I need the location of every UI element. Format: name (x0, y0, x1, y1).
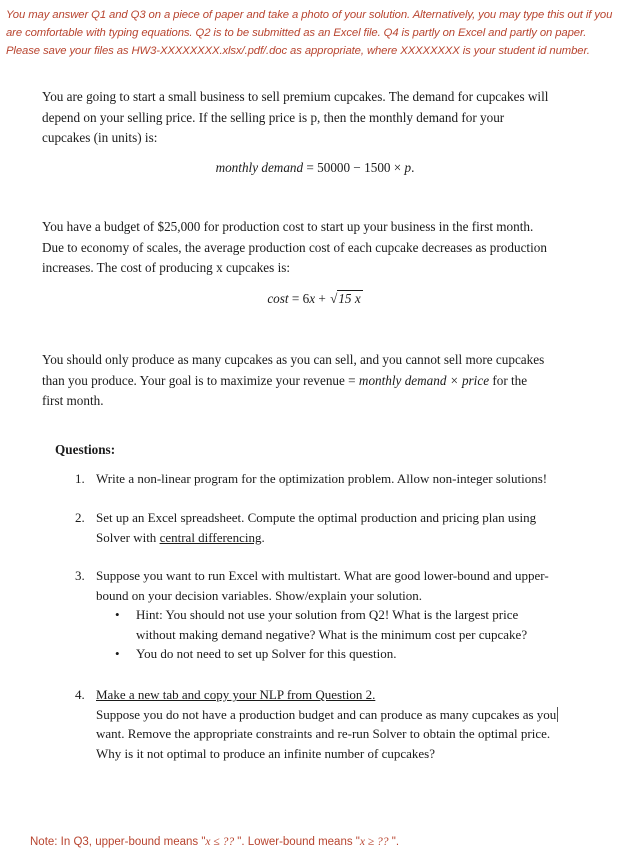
text-cursor (557, 707, 558, 722)
cost-eq-mid: = 6 (288, 291, 310, 306)
question-1 (75, 469, 595, 489)
question-3-solver-bullet (115, 644, 595, 664)
goal-line-2-c: for the (489, 372, 528, 388)
intro-line-2: depend on your selling price. If the selling price is p, then the monthly demand for your (42, 109, 505, 125)
central-differencing-text: central differencing (159, 529, 262, 545)
radicand: 15 x (338, 291, 361, 306)
goal-line-2-a: than you produce. Your goal is to maximize your revenue = (42, 372, 359, 388)
note-middle: ". Lower-bound means " (234, 836, 360, 848)
question-3 (75, 566, 595, 664)
cost-eq-plus: + (315, 291, 330, 306)
question-3-line-2: bound on your decision variables. Show/explain your solution. (96, 587, 423, 603)
question-3-line-1: Suppose you want to run Excel with multistart. What are good lower-bound and upper- (96, 568, 549, 583)
goal-paragraph (42, 350, 602, 412)
question-2-line-1: Set up an Excel spreadsheet. Compute the optimal production and pricing plan using (96, 510, 537, 525)
goal-line-2 (42, 371, 602, 392)
instructions-line-1: You may answer Q1 and Q3 on a piece of paper and take a photo of your solution. Alternatively, you may type this out if you (6, 9, 613, 21)
question-2-line-2 (96, 528, 595, 548)
hint-line-1: Hint: You should not use your solution from Q2! What is the largest price (136, 607, 519, 622)
budget-line-2: Due to economy of scales, the average production cost of each cupcake decreases as production (42, 239, 547, 255)
instructions-block (6, 6, 628, 60)
question-2 (75, 508, 595, 547)
bullet-icon: • (115, 607, 120, 622)
solver-note-line: You do not need to set up Solver for this question. (136, 646, 397, 661)
intro-line-3: cupcakes (in units) is: (42, 130, 158, 145)
demand-eq-var: p (404, 160, 412, 175)
bullet-icon: • (115, 646, 120, 661)
intro-line-1: You are going to start a small business to sell premium cupcakes. The demand for cupcakes will (42, 89, 549, 104)
question-3-hint-bullet (115, 605, 595, 644)
question-2-number: 2. (75, 510, 85, 525)
question-4-line-2 (96, 705, 595, 725)
question-1-line-1: Write a non-linear program for the optimization problem. Allow non-integer solutions! (96, 471, 548, 486)
question-4 (75, 685, 595, 763)
instructions-line-3: Please save your files as HW3-XXXXXXXX.xlsx/.pdf/.doc as appropriate, where XXXXXXXX is your student id number. (6, 45, 590, 57)
intro-paragraph (42, 87, 602, 149)
bottom-note (30, 836, 399, 848)
note-suffix: ". (388, 836, 400, 848)
question-1-number: 1. (75, 471, 85, 486)
budget-paragraph (42, 217, 602, 279)
budget-line-1: You have a budget of $25,000 for production cost to start up your business in the first month. (42, 219, 534, 234)
note-prefix: Note: In Q3, upper-bound means " (30, 836, 206, 848)
question-4-number: 4. (75, 687, 85, 702)
cost-equation (0, 289, 630, 310)
demand-equation (0, 158, 630, 179)
instructions-line-2: are comfortable with typing equations. Q2 is to be submitted as an Excel file. Q4 is partly on Excel and partly on paper. (6, 27, 587, 39)
question-4-line-4: Why is it not optimal to produce an infinite number of cupcakes? (96, 745, 435, 761)
note-upper-bound-expr: x ≤ ?? (205, 836, 235, 848)
cost-eq-lhs: cost (267, 291, 289, 306)
hint-line-2: without making demand negative? What is the minimum cost per cupcake? (136, 626, 528, 642)
question-4-line-3: want. Remove the appropriate constraints and re-run Solver to obtain the optimal price. (96, 726, 551, 741)
demand-eq-lhs: monthly demand (215, 160, 304, 175)
question-2-line-2-a: Solver with (96, 529, 160, 545)
budget-line-3: increases. The cost of producing x cupcakes is: (42, 260, 291, 275)
question-2-line-2-c: . (261, 529, 265, 545)
goal-line-3: first month. (42, 393, 104, 408)
question-4-line-2-text: Suppose you do not have a production budget and can produce as many cupcakes as you (96, 706, 557, 722)
square-root-expression (329, 289, 363, 310)
cost-eq-var: x (309, 291, 316, 306)
goal-revenue-expr: monthly demand × price (358, 372, 490, 388)
goal-line-1: You should only produce as many cupcakes as you can sell, and you cannot sell more cupcakes (42, 352, 545, 367)
demand-eq-end: . (411, 160, 415, 175)
question-3-number: 3. (75, 568, 85, 583)
questions-heading: Questions: (55, 442, 116, 457)
radical-sign: √ (330, 291, 338, 306)
note-lower-bound-expr: x ≥ ?? (359, 836, 389, 848)
demand-eq-rhs: = 50000 − 1500 × (303, 160, 405, 175)
question-4-line-1: Make a new tab and copy your NLP from Question 2. (96, 687, 376, 702)
